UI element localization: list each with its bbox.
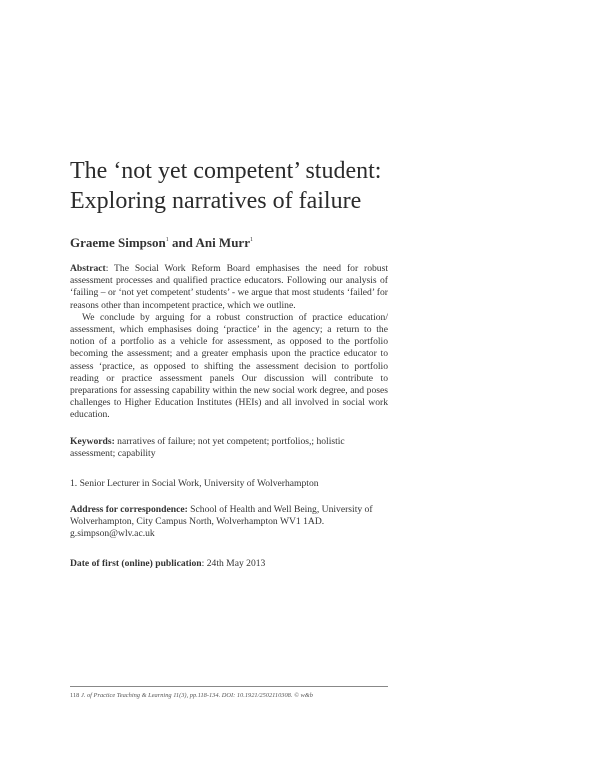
correspondence-address: School of Health and Well Being, University of Wolverhampton, City Campus North, Wolverhampton WV1 1AD. [70, 504, 373, 528]
citation-text: J. of Practice Teaching & Learning 11(3), pp.118-134. DOI: 10.1921/2502110308. © w&b [79, 692, 313, 699]
author-name: Graeme Simpson [70, 235, 166, 250]
footer-citation [70, 692, 313, 699]
author-list [70, 235, 253, 251]
keywords-text: narratives of failure; not yet competent; portfolios,; holistic assessment; capability [70, 436, 345, 460]
author-name: Ani Murr [195, 235, 250, 250]
footer-divider [70, 686, 388, 687]
title-line-1: The ‘not yet competent’ student: [70, 158, 382, 184]
abstract-label: Abstract [70, 263, 106, 274]
author-conjunction: and [168, 235, 196, 250]
correspondence-section [70, 504, 390, 541]
title-line-2: Exploring narratives of failure [70, 188, 362, 214]
abstract-text: : The Social Work Reform Board emphasises the need for robust assessment processes and qualified practice educators. Following our analysis of ‘failing – or ‘not yet competent’ students’ - we argue that most students ‘failed’ for reasons other than incompetent practice, which we outline. [70, 263, 388, 311]
affiliation-marker: 1 [249, 237, 253, 243]
paper-title [70, 156, 540, 216]
affiliation-marker: 1 [165, 237, 169, 243]
keywords-section [70, 436, 390, 460]
abstract-section [70, 263, 388, 422]
keywords-label: Keywords: [70, 436, 115, 447]
correspondence-email[interactable]: g.simpson@wlv.ac.uk [70, 528, 155, 540]
correspondence-label: Address for correspondence: [70, 504, 188, 515]
page-number: 118 [70, 692, 80, 699]
publication-text: : 24th May 2013 [201, 558, 266, 569]
publication-date [70, 558, 390, 570]
affiliation-note: 1. Senior Lecturer in Social Work, University of Wolverhampton [70, 478, 319, 489]
publication-label: Date of first (online) publication [70, 558, 202, 569]
abstract-paragraph: We conclude by arguing for a robust construction of practice education/ assessment, which emphasises doing ‘practice’ in the agency; a return to the notion of a portfolio as a vehicle for assessment, as opposed to the portfolio becoming the assessment; and a greater emphasis upon the practice educator to assess ‘practice, as opposed to shifting the assessment decision to portfolio reading or practice assessment panels Our discussion will contribute to preparations for assessing capability within the new social work degree, and poses challenges to Higher Education Institutes (HEIs) and all involved in social work education. [70, 311, 388, 421]
abstract-paragraph [70, 263, 388, 312]
